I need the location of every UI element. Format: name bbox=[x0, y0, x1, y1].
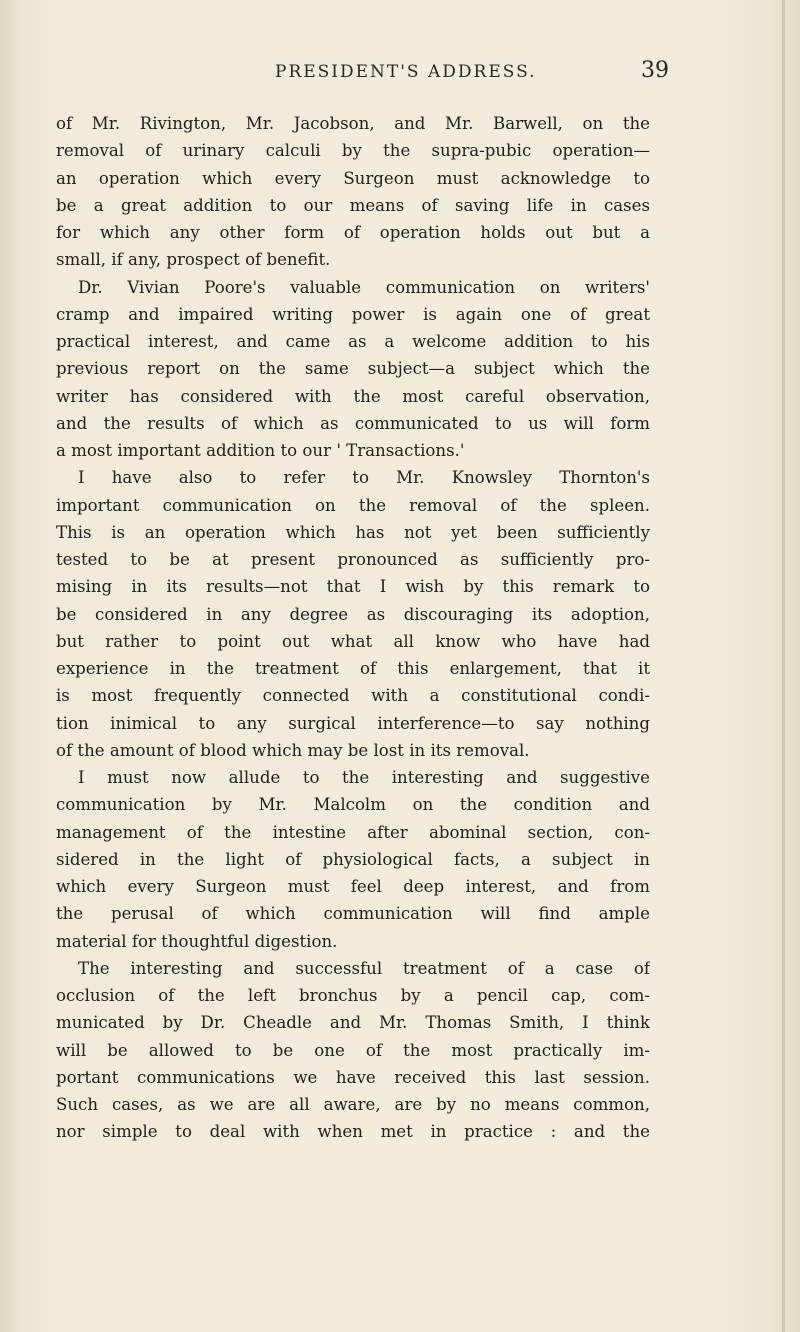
body-text bbox=[56, 110, 650, 1146]
text-line: for which any other form of operation holds out but a bbox=[56, 223, 650, 242]
text-line: portant communications we have received this last session. bbox=[56, 1067, 650, 1087]
text-line: communication by Mr. Malcolm on the condition and bbox=[56, 795, 650, 815]
text-line: This is an operation which has not yet been sufficiently bbox=[56, 522, 650, 542]
text-line: important communication on the removal of the spleen. bbox=[56, 495, 650, 515]
text-line: management of the intestine after abominal section, con- bbox=[56, 822, 650, 842]
text-line: I must now allude to the interesting and suggestive bbox=[78, 768, 650, 787]
text-line: writer has considered with the most careful observation, bbox=[56, 386, 650, 406]
text-line: is most frequently connected with a constitutional condi- bbox=[56, 686, 650, 706]
text-line: the perusal of which communication will find ample bbox=[56, 904, 650, 924]
text-line: practical interest, and came as a welcome addition to his bbox=[56, 332, 650, 351]
text-line: be a great addition to our means of saving life in cases bbox=[56, 195, 650, 215]
text-line: be considered in any degree as discouraging its adoption, bbox=[56, 604, 650, 624]
text-line: a most important addition to our ' Transactions.' bbox=[56, 441, 465, 460]
text-line: and the results of which as communicated to us will form bbox=[56, 413, 650, 433]
text-line: mising in its results—not that I wish by this remark to bbox=[56, 577, 650, 597]
text-line: which every Surgeon must feel deep interest, and from bbox=[56, 877, 650, 896]
text-line: removal of urinary calculi by the supra-pubic operation— bbox=[56, 141, 650, 161]
text-line: will be allowed to be one of the most practically im- bbox=[56, 1040, 650, 1060]
text-line: of Mr. Rivington, Mr. Jacobson, and Mr. Barwell, on the bbox=[56, 114, 650, 133]
text-line: cramp and impaired writing power is again one of great bbox=[56, 304, 650, 324]
text-line: of the amount of blood which may be lost in its removal. bbox=[56, 740, 530, 760]
text-line: experience in the treatment of this enlargement, that it bbox=[56, 659, 650, 678]
text-line: Dr. Vivian Poore's valuable communication on writers' bbox=[78, 277, 650, 297]
text-line: previous report on the same subject—a subject which the bbox=[56, 359, 650, 379]
text-line: small, if any, prospect of benefit. bbox=[56, 250, 331, 270]
text-line: I have also to refer to Mr. Knowsley Thornton's bbox=[78, 468, 650, 488]
text-line: Such cases, as we are all aware, are by no means common, bbox=[56, 1095, 650, 1114]
page-header bbox=[0, 58, 800, 92]
running-head: PRESIDENT'S ADDRESS. bbox=[275, 62, 537, 82]
text-line: tested to be at present pronounced as sufficiently pro- bbox=[56, 550, 650, 569]
page-edge bbox=[782, 0, 785, 1332]
text-line: tion inimical to any surgical interference—to say nothing bbox=[56, 713, 650, 733]
text-line: municated by Dr. Cheadle and Mr. Thomas Smith, I think bbox=[56, 1013, 650, 1033]
text-line: an operation which every Surgeon must acknowledge to bbox=[56, 168, 650, 188]
text-line: material for thoughtful digestion. bbox=[56, 931, 338, 951]
text-line: The interesting and successful treatment of a case of bbox=[78, 958, 650, 978]
text-line: but rather to point out what all know who have had bbox=[56, 631, 650, 651]
page-number: 39 bbox=[641, 58, 669, 83]
text-line: sidered in the light of physiological facts, a subject in bbox=[56, 849, 650, 869]
text-line: nor simple to deal with when met in practice : and the bbox=[56, 1122, 650, 1142]
text-line: occlusion of the left bronchus by a pencil cap, com- bbox=[56, 986, 650, 1005]
